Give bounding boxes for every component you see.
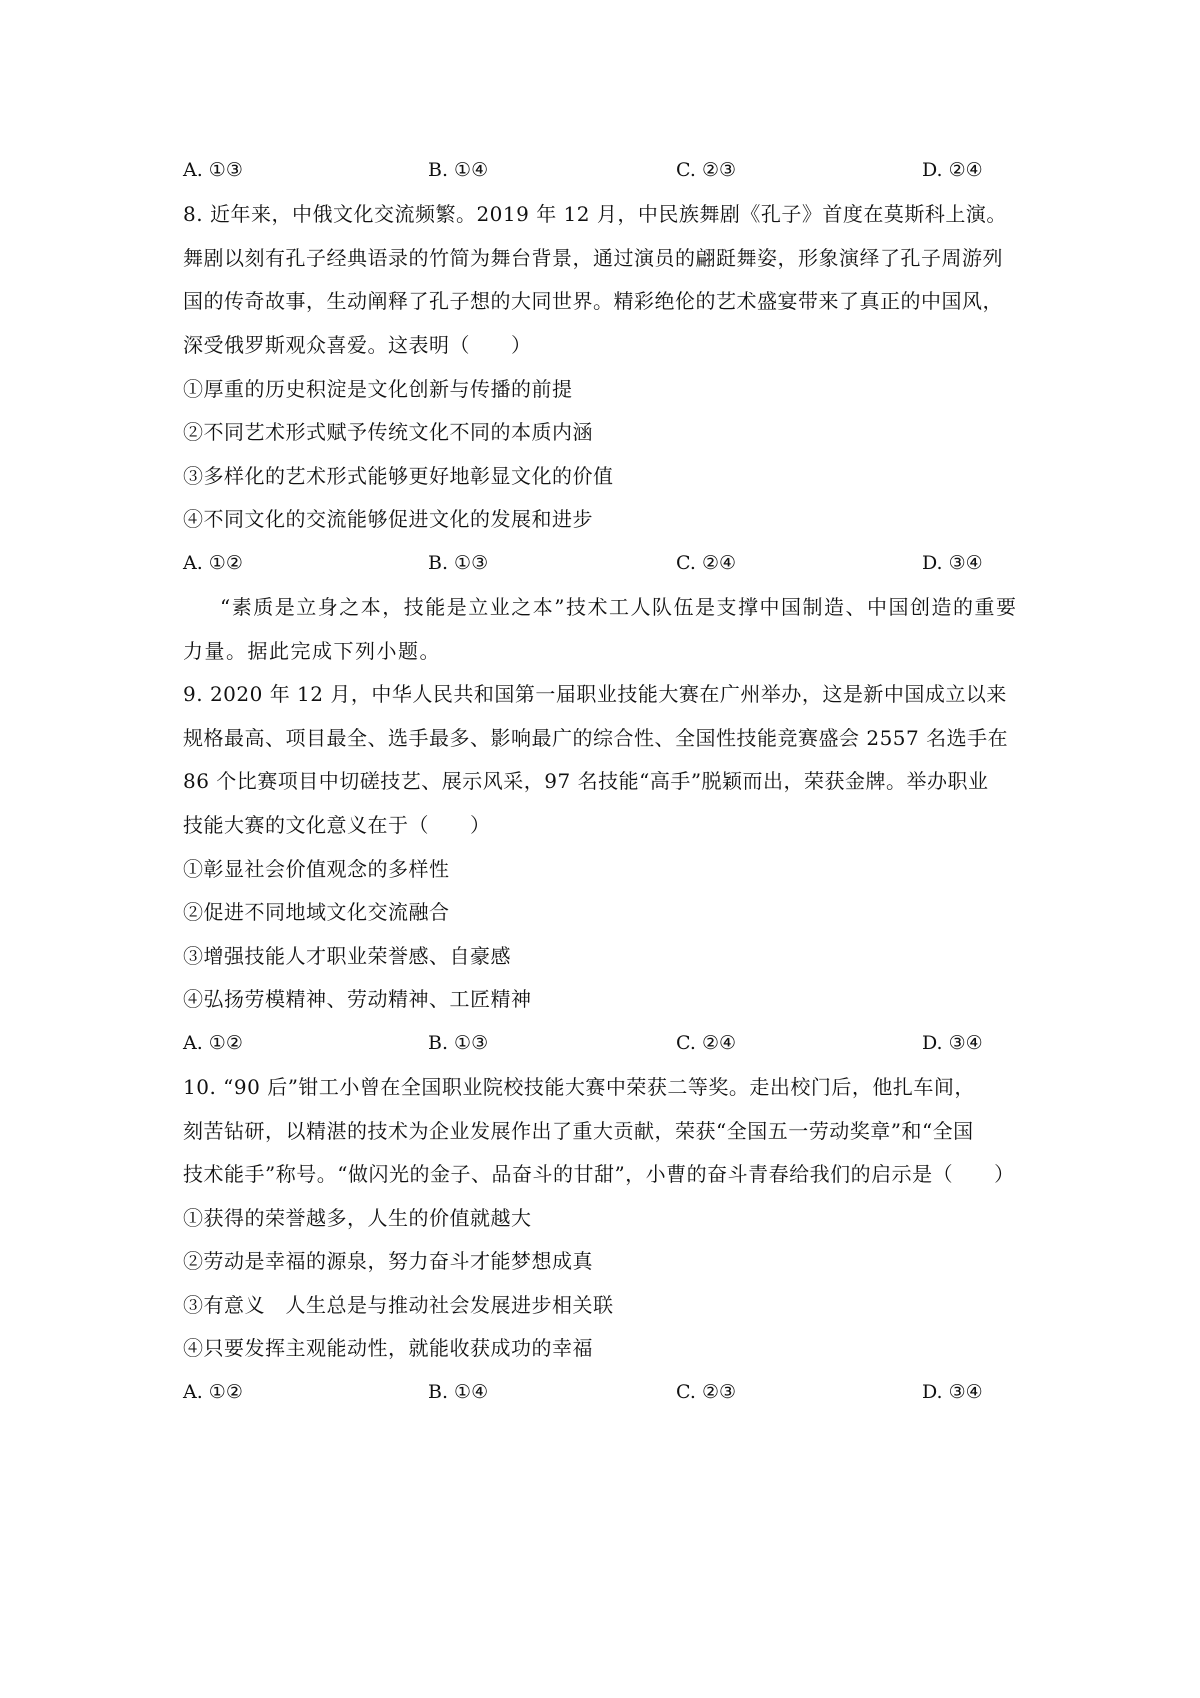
- q8-stem-line: 深受俄罗斯观众喜爱。这表明（ ）: [183, 333, 532, 357]
- material-line: 力量。据此完成下列小题。: [183, 639, 441, 663]
- q10-item-3: ③有意义 人生总是与推动社会发展进步相关联: [183, 1293, 614, 1317]
- q9-stem-line: 9. 2020 年 12 月，中华人民共和国第一届职业技能大赛在广州举办，这是新中国成立以来: [183, 682, 1007, 706]
- q7-option-d: D. ②④: [922, 159, 983, 181]
- q8-option-a: A. ①②: [183, 552, 243, 574]
- q7-option-a: A. ①③: [183, 159, 243, 181]
- q10-stem-line: 10. “90 后”钳工小曾在全国职业院校技能大赛中荣获二等奖。走出校门后，他扎车间，: [183, 1075, 975, 1099]
- q8-item-3: ③多样化的艺术形式能够更好地彰显文化的价值: [183, 464, 614, 488]
- q9-item-1: ①彰显社会价值观念的多样性: [183, 857, 450, 881]
- q9-stem-line: 规格最高、项目最全、选手最多、影响最广的综合性、全国性技能竞赛盛会 2557 名选手在: [183, 726, 1009, 750]
- material-line: “素质是立身之本，技能是立业之本”技术工人队伍是支撑中国制造、中国创造的重要: [220, 595, 1018, 619]
- q9-item-3: ③增强技能人才职业荣誉感、自豪感: [183, 944, 511, 968]
- q10-option-b: B. ①④: [428, 1381, 489, 1403]
- q10-item-4: ④只要发挥主观能动性，就能收获成功的幸福: [183, 1336, 593, 1360]
- q9-stem-line: 86 个比赛项目中切磋技艺、展示风采，97 名技能“高手”脱颖而出，荣获金牌。举办职业: [183, 769, 989, 793]
- q10-stem-line: 刻苦钻研，以精湛的技术为企业发展作出了重大贡献，荣获“全国五一劳动奖章”和“全国: [183, 1119, 974, 1143]
- q8-stem-line: 舞剧以刻有孔子经典语录的竹简为舞台背景，通过演员的翩跹舞姿，形象演绎了孔子周游列: [183, 246, 1003, 270]
- q8-option-b: B. ①③: [428, 552, 489, 574]
- q8-item-4: ④不同文化的交流能够促进文化的发展和进步: [183, 507, 593, 531]
- q10-item-1: ①获得的荣誉越多，人生的价值就越大: [183, 1206, 532, 1230]
- q9-option-d: D. ③④: [922, 1032, 983, 1054]
- q8-option-d: D. ③④: [922, 552, 983, 574]
- q9-option-c: C. ②④: [676, 1032, 737, 1054]
- q10-item-2: ②劳动是幸福的源泉，努力奋斗才能梦想成真: [183, 1249, 593, 1273]
- q9-option-b: B. ①③: [428, 1032, 489, 1054]
- q9-item-4: ④弘扬劳模精神、劳动精神、工匠精神: [183, 987, 532, 1011]
- q9-stem-line: 技能大赛的文化意义在于（ ）: [183, 813, 491, 837]
- q8-stem-line: 8. 近年来，中俄文化交流频繁。2019 年 12 月，中民族舞剧《孔子》首度在莫斯科上演。: [183, 202, 1007, 226]
- q9-option-a: A. ①②: [183, 1032, 243, 1054]
- q8-item-2: ②不同艺术形式赋予传统文化不同的本质内涵: [183, 420, 593, 444]
- q8-item-1: ①厚重的历史积淀是文化创新与传播的前提: [183, 377, 573, 401]
- q10-stem-line: 技术能手”称号。“做闪光的金子、品奋斗的甘甜”，小曹的奋斗青春给我们的启示是（ ）: [183, 1162, 1015, 1186]
- q9-item-2: ②促进不同地域文化交流融合: [183, 900, 450, 924]
- q8-option-c: C. ②④: [676, 552, 737, 574]
- q7-option-b: B. ①④: [428, 159, 489, 181]
- q8-stem-line: 国的传奇故事，生动阐释了孔子想的大同世界。精彩绝伦的艺术盛宴带来了真正的中国风，: [183, 289, 1003, 313]
- q10-option-a: A. ①②: [183, 1381, 243, 1403]
- q7-option-c: C. ②③: [676, 159, 737, 181]
- q10-option-d: D. ③④: [922, 1381, 983, 1403]
- q10-option-c: C. ②③: [676, 1381, 737, 1403]
